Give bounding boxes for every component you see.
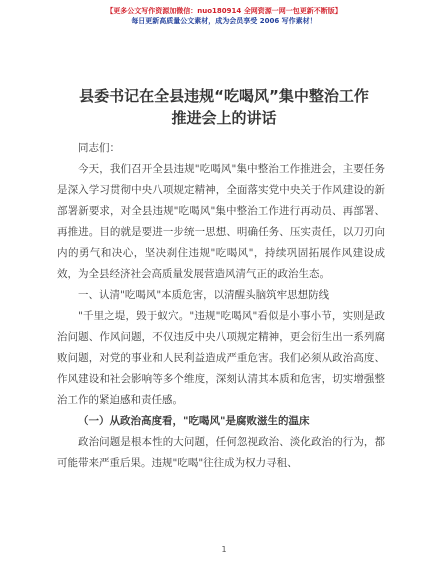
banner-line-2: 每日更新高质量公文素材，成为会员享受 2006 写作素材！ — [131, 17, 317, 25]
section-heading-1: 一、认清"吃喝风"本质危害，以清醒头脑筑牢思想防线 — [78, 289, 330, 301]
paragraph-2: "千里之堤，毁于蚁穴。"违规"吃喝风"看似是小事小节，实则是政治问题、作风问题，不仅违反中央八项规定精神，更会衍生出一系列腐败问题，对党的事业和人民利益造成严重危害。我们必须从政治高度、作风建设和社会影响等多个维度，深刻认清其本质和危害，切实增强整治工作的紧迫感和责任感。 — [57, 310, 385, 406]
subsection-heading-1: （一）从政治高度看，"吃喝风"是腐败滋生的温床 — [78, 415, 310, 427]
promo-banner — [0, 6, 448, 26]
page-number: 1 — [221, 545, 227, 554]
title-line-1: 县委书记在全县违规“吃喝风”集中整治工作 — [79, 87, 369, 105]
document-title — [0, 85, 448, 129]
paragraph-3: 政治问题是根本性的大问题，任何忽视政治、淡化政治的行为，都可能带来严重后果。违规"吃喝"往往成为权力寻租、 — [57, 436, 385, 469]
salutation: 同志们： — [78, 142, 120, 154]
banner-line-1: 【更多公文写作资源加微信：nuo180914 全网资源一网一包更新不断版】 — [106, 7, 342, 15]
paragraph-intro: 今天，我们召开全县违规"吃喝风"集中整治工作推进会，主要任务是深入学习贯彻中央八项规定精神，全面落实党中央关于作风建设的新部署新要求，对全县违规"吃喝风"集中整治工作进行再动员、再部署、再推进。目的就是要进一步统一思想、明确任务、压实责任，以刀刃向内的勇气和决心，坚决刹住违规"吃喝风"，持续巩固拓展作风建设成效，为全县经济社会高质量发展营造风清气正的政治生态。 — [57, 163, 385, 280]
document-body — [57, 138, 385, 474]
title-line-2: 推进会上的讲话 — [171, 109, 277, 127]
